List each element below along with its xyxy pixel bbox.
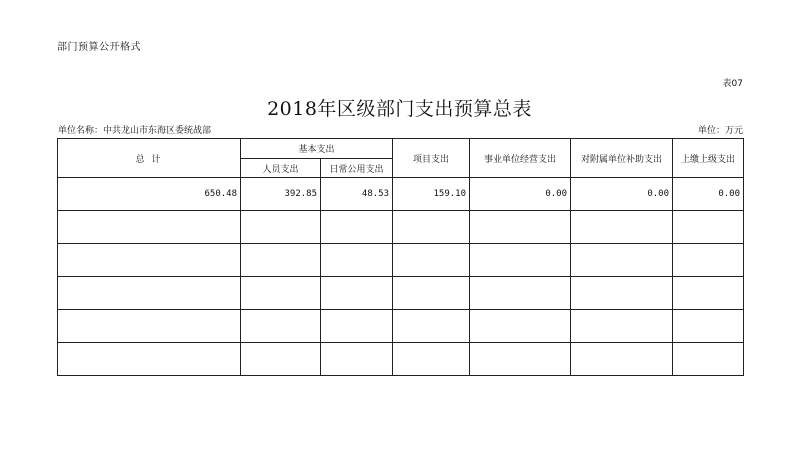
cell-public <box>321 244 393 277</box>
cell-project <box>393 211 470 244</box>
cell-subsidy <box>571 244 673 277</box>
cell-project <box>393 343 470 376</box>
cell-total <box>58 310 241 343</box>
table-row <box>58 211 744 244</box>
cell-public <box>321 310 393 343</box>
cell-total <box>58 244 241 277</box>
table-row <box>58 277 744 310</box>
cell-subsidy <box>571 343 673 376</box>
cell-superior <box>673 343 744 376</box>
table-number: 表07 <box>722 79 743 89</box>
header-personnel-expenditure: 人员支出 <box>241 159 321 178</box>
cell-public: 48.53 <box>321 178 393 211</box>
cell-personnel <box>241 310 321 343</box>
cell-business <box>470 244 571 277</box>
cell-business <box>470 277 571 310</box>
header-superior-expenditure: 上缴上级支出 <box>673 139 744 178</box>
table-row <box>58 343 744 376</box>
cell-total <box>58 343 241 376</box>
cell-business <box>470 310 571 343</box>
cell-project <box>393 310 470 343</box>
cell-superior <box>673 277 744 310</box>
cell-business: 0.00 <box>470 178 571 211</box>
header-business-expenditure: 事业单位经营支出 <box>470 139 571 178</box>
table-row <box>58 310 744 343</box>
cell-superior <box>673 244 744 277</box>
cell-project <box>393 277 470 310</box>
cell-personnel <box>241 244 321 277</box>
cell-superior: 0.00 <box>673 178 744 211</box>
cell-superior <box>673 211 744 244</box>
unit-name: 单位名称：中共龙山市东海区委统战部 <box>58 126 212 136</box>
table-row <box>58 178 744 211</box>
cell-business <box>470 343 571 376</box>
cell-public <box>321 211 393 244</box>
header-public-expenditure: 日常公用支出 <box>321 159 393 178</box>
cell-project: 159.10 <box>393 178 470 211</box>
cell-business <box>470 211 571 244</box>
table-row <box>58 244 744 277</box>
cell-personnel <box>241 343 321 376</box>
cell-total <box>58 211 241 244</box>
header-basic-expenditure: 基本支出 <box>241 139 393 159</box>
header-project-expenditure: 项目支出 <box>393 139 470 178</box>
header-subsidy-expenditure: 对附属单位补助支出 <box>571 139 673 178</box>
cell-subsidy <box>571 277 673 310</box>
cell-subsidy: 0.00 <box>571 178 673 211</box>
cell-public <box>321 343 393 376</box>
cell-total <box>58 277 241 310</box>
cell-subsidy <box>571 310 673 343</box>
cell-total: 650.48 <box>58 178 241 211</box>
cell-project <box>393 244 470 277</box>
cell-public <box>321 277 393 310</box>
budget-table <box>57 138 744 376</box>
cell-personnel <box>241 277 321 310</box>
page-title: 2018年区级部门支出预算总表 <box>267 98 532 120</box>
currency-unit: 单位：万元 <box>697 126 743 136</box>
document-caption: 部门预算公开格式 <box>57 42 141 53</box>
cell-subsidy <box>571 211 673 244</box>
header-total: 总 计 <box>58 139 241 178</box>
cell-superior <box>673 310 744 343</box>
cell-personnel: 392.85 <box>241 178 321 211</box>
cell-personnel <box>241 211 321 244</box>
